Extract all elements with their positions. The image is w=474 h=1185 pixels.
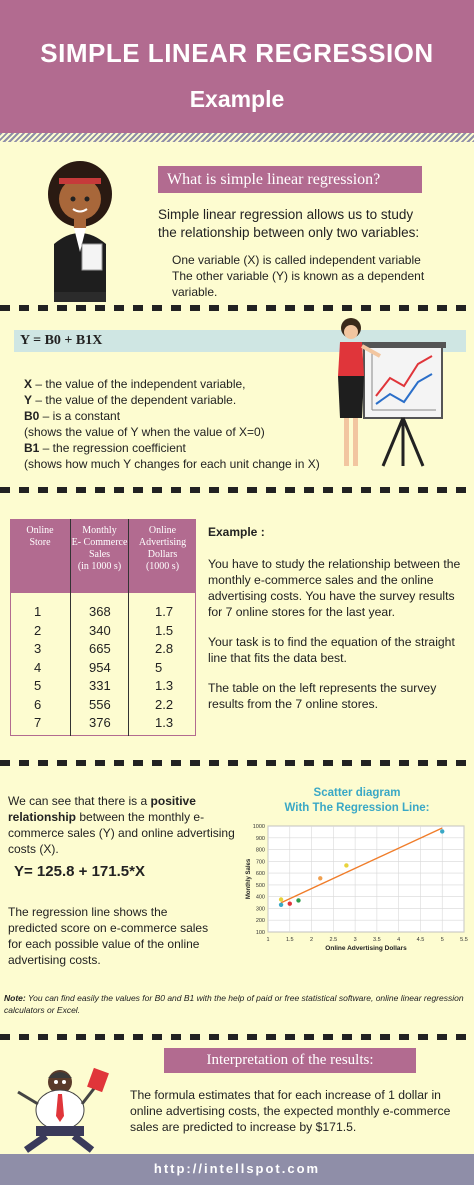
regression-equation: Y= 125.8 + 171.5*X: [14, 863, 145, 880]
footer-url[interactable]: http://intellspot.com: [153, 1161, 321, 1176]
x-tick-label: 1: [266, 937, 270, 943]
table-cell: 376: [89, 715, 111, 730]
table-cell: 556: [89, 696, 111, 712]
section-divider-1: [0, 305, 474, 311]
x-tick-label: 1.5: [285, 937, 294, 943]
table-cell: 2.8: [155, 641, 174, 656]
table-col-sales: [89, 603, 111, 733]
table-cell: 5: [155, 659, 163, 675]
def-b0: B0 – is a constant: [24, 409, 121, 423]
data-point: [279, 897, 283, 901]
y-tick-label: 300: [255, 906, 265, 913]
def-b0-detail: (shows the value of Y when the value of X=0): [24, 425, 265, 439]
y-tick-label: 700: [255, 859, 265, 866]
table-cell: 5: [34, 678, 42, 693]
woman-student-illustration: [40, 152, 122, 302]
example-p3: The table on the left represents the survey results from the 7 online stores.: [208, 681, 437, 711]
table-header-advertising: Online Advertising Dollars (1000 s): [138, 525, 187, 572]
definitions-list: [24, 376, 324, 472]
interpretation-text: The formula estimates that for each increase of 1 dollar in online advertising costs, the expected monthly e-commerce sales are predicted to increase by $171.5.: [130, 1088, 451, 1134]
y-axis-label: Monthly Sales: [246, 858, 252, 900]
y-tick-label: 400: [255, 894, 265, 901]
table-cell: 331: [89, 678, 111, 693]
table-cell: 1: [34, 604, 42, 619]
table-header-sales: Monthly E- Commerce Sales (in 1000 s): [71, 525, 128, 572]
section5-banner-text: Interpretation of the results:: [206, 1052, 374, 1068]
section-divider-4: [0, 1034, 474, 1040]
data-point: [440, 829, 444, 833]
footer-bar: [0, 1154, 474, 1185]
y-tick-label: 800: [255, 847, 265, 854]
table-cell: 7: [34, 715, 42, 730]
y-tick-label: 500: [255, 882, 265, 889]
table-cell: 1.3: [155, 678, 174, 693]
def-y: Y – the value of the dependent variable.: [24, 393, 237, 407]
def-b1: B1 – the regression coefficient: [24, 441, 186, 455]
example-p1: You have to study the relationship between the monthly e-commerce sales and the online advertising costs. You have the survey results for 7 online stores for the last year.: [208, 557, 461, 619]
page-title: SIMPLE LINEAR REGRESSION: [40, 38, 434, 68]
table-cell: 1.7: [155, 604, 174, 619]
section-divider-3: [0, 760, 474, 766]
x-tick-label: 4.5: [416, 937, 425, 943]
table-header-store: Online Store: [26, 525, 54, 548]
businessman-illustration: [14, 1064, 126, 1154]
plot-area: [268, 826, 464, 932]
example-heading: Example :: [208, 525, 265, 539]
table-cell: 665: [89, 641, 111, 656]
table-cell: 368: [89, 604, 111, 619]
y-tick-label: 200: [255, 918, 265, 925]
section1-banner-text: What is simple linear regression?: [167, 171, 381, 188]
header-bottom-hatch: [0, 133, 474, 142]
table-cell: 340: [89, 622, 111, 638]
data-point: [318, 876, 322, 880]
def-x: X – the value of the independent variable,: [24, 377, 246, 391]
table-cell: 954: [89, 659, 111, 675]
section1-intro: Simple linear regression allows us to study the relationship between only two variables:: [158, 207, 420, 240]
table-cell: 2: [34, 622, 42, 638]
y-tick-label: 900: [255, 835, 265, 842]
x-tick-label: 5.5: [460, 937, 468, 943]
x-tick-label: 2: [310, 937, 314, 943]
table-cell: 1.3: [155, 715, 174, 730]
y-tick-label: 1000: [252, 824, 265, 830]
presenter-illustration: [318, 316, 448, 486]
x-tick-label: 3.5: [373, 937, 381, 943]
x-tick-label: 4: [397, 937, 401, 943]
note-text: Note: You can find easily the values for B0 and B1 with the help of paid or free statistical software, online linear regression calculators or Excel.: [4, 993, 464, 1015]
section5-banner: [164, 1048, 416, 1073]
regression-text: The regression line shows the predicted score on e-commerce sales for each possible value of the online advertising costs.: [8, 905, 209, 967]
table-col-store: [34, 603, 41, 733]
data-point: [344, 863, 348, 867]
x-tick-label: 3: [353, 937, 357, 943]
table-cell: 6: [34, 696, 42, 712]
page-subtitle: Example: [189, 86, 285, 112]
chart-title: Scatter diagram With The Regression Line:: [284, 787, 430, 814]
header-banner: [0, 0, 474, 133]
example-p2: Your task is to find the equation of the straight line that fits the data best.: [208, 635, 455, 665]
table-cell: 2.2: [155, 696, 174, 712]
x-tick-label: 2.5: [329, 937, 338, 943]
y-tick-label: 100: [255, 930, 265, 936]
table-cell: 4: [34, 659, 42, 675]
x-tick-label: 5: [440, 937, 444, 943]
relationship-text: We can see that there is a positive relationship between the monthly e-commerce sales (Y) and online advertising costs (X).: [8, 794, 235, 856]
data-point: [279, 903, 283, 907]
section1-line2: The other variable (Y) is known as a dependent variable.: [172, 269, 425, 299]
formula-text: Y = B0 + B1X: [20, 333, 103, 348]
data-point: [288, 902, 292, 906]
y-tick-label: 600: [255, 871, 265, 878]
scatter-chart: [242, 820, 470, 954]
section1-line1: One variable (X) is called independent variable: [172, 253, 421, 267]
example-text: [208, 524, 463, 712]
table-cell: 3: [34, 641, 42, 656]
section-divider-2: [0, 487, 474, 493]
section1-banner: [158, 166, 422, 193]
data-point: [296, 898, 300, 902]
table-col-advertising: [155, 603, 173, 733]
table-cell: 1.5: [155, 622, 174, 638]
def-b1-detail: (shows how much Y changes for each unit change in X): [24, 457, 320, 471]
x-axis-label: Online Advertising Dollars: [325, 945, 407, 952]
